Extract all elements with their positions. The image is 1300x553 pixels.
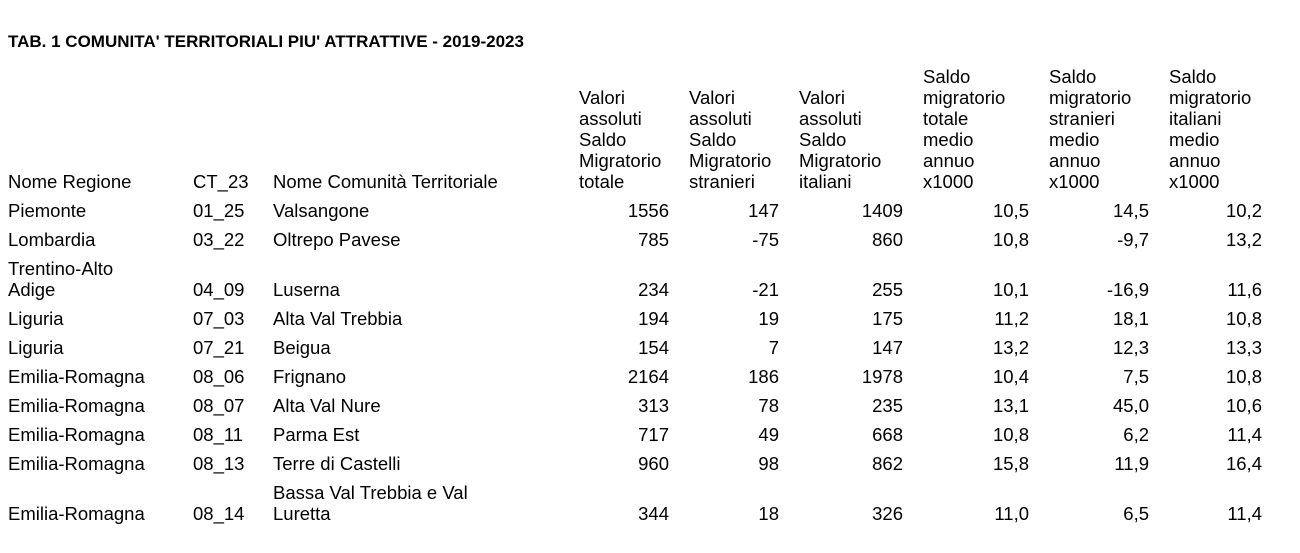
table-cell: -16,9 [1106,279,1149,300]
table-cell: 326 [872,503,903,524]
table-cell: 14,5 [1112,200,1149,221]
table-cell: 862 [872,453,903,474]
table-cell: 175 [872,308,903,329]
table-cell: 10,2 [1225,200,1262,221]
table-row [0,360,1300,389]
table-cell: 13,2 [1225,229,1262,250]
table-row [0,447,1300,476]
table-cell: Oltrepo Pavese [273,229,401,250]
table-cell: 08_14 [193,503,245,524]
table-cell: 194 [638,308,669,329]
table-cell: 234 [638,279,669,300]
table-cell: Lombardia [8,229,96,250]
table-row [0,252,1300,302]
table-cell: Alta Val Nure [273,395,381,416]
table-cell: 1978 [861,366,903,387]
table-cell: 11,0 [994,503,1029,524]
table-cell: 10,8 [992,229,1029,250]
table-cell: 18,1 [1112,308,1149,329]
table-title: TAB. 1 COMUNITA' TERRITORIALI PIU' ATTRATTIVE - 2019-2023 [8,32,524,51]
table-cell: 11,9 [1114,453,1149,474]
table-cell: Luserna [273,279,340,300]
table-cell: 313 [638,395,669,416]
table-cell: 12,3 [1112,337,1149,358]
table-cell: 98 [758,453,779,474]
table-cell: 08_07 [193,395,245,416]
table-cell: 186 [748,366,779,387]
table-cell: 19 [758,308,779,329]
table-cell: 78 [758,395,779,416]
table-cell: Frignano [273,366,347,387]
table-cell: 13,1 [992,395,1029,416]
table-cell: 7 [768,337,779,358]
table-cell: 11,4 [1227,424,1262,445]
table-cell: 08_11 [193,424,244,445]
table-row [0,389,1300,418]
table-cell: Emilia-Romagna [8,395,145,416]
column-header: CT_23 [193,171,249,192]
column-header: Nome Comunità Territoriale [273,171,498,192]
table-row [0,223,1300,252]
table-cell: Alta Val Trebbia [273,308,403,329]
table-cell: 11,6 [1227,279,1262,300]
table-cell: 10,1 [992,279,1029,300]
table-cell: 255 [872,279,903,300]
table-cell: 07_21 [193,337,245,358]
table-cell: 13,2 [992,337,1029,358]
table-cell: Bassa Val Trebbia e Val Luretta [273,482,468,524]
table-cell: Emilia-Romagna [8,453,145,474]
table-cell: 668 [872,424,903,445]
column-header: Valori assoluti Saldo Migratorio stranieri [689,87,772,192]
table-cell: 960 [638,453,669,474]
table-cell: Emilia-Romagna [8,424,145,445]
table-cell: Beigua [273,337,331,358]
table-body [0,194,1300,526]
table-cell: Terre di Castelli [273,453,401,474]
column-header: Saldo migratorio italiani medio annuo x1000 [1169,66,1252,192]
table-cell: 18 [758,503,779,524]
table-cell: 10,8 [1225,366,1262,387]
table-cell: Liguria [8,308,64,329]
table-cell: Emilia-Romagna [8,503,145,524]
table-row [0,331,1300,360]
table-cell: 45,0 [1112,395,1149,416]
table-cell: 03_22 [193,229,245,250]
table-cell: 07_03 [193,308,245,329]
table-cell: 08_06 [193,366,245,387]
table-cell: 154 [638,337,669,358]
table-cell: Emilia-Romagna [8,366,145,387]
table-cell: 10,4 [992,366,1029,387]
table-cell: 16,4 [1225,453,1262,474]
table-cell: 860 [872,229,903,250]
table-cell: Parma Est [273,424,360,445]
table-row [0,194,1300,223]
table-cell: -75 [752,229,779,250]
table-cell: 2164 [627,366,669,387]
table-cell: 717 [638,424,669,445]
table-cell: 10,8 [992,424,1029,445]
table-cell: 01_25 [193,200,245,221]
table-cell: 10,6 [1225,395,1262,416]
table-cell: 6,5 [1123,503,1149,524]
table-row [0,476,1300,526]
table-cell: 1409 [861,200,903,221]
column-header: Saldo migratorio totale medio annuo x1000 [923,66,1006,192]
header-row [0,66,1300,194]
table-cell: 785 [638,229,669,250]
table-cell: Piemonte [8,200,87,221]
table-row [0,302,1300,331]
table-cell: 1556 [627,200,669,221]
table-cell: 344 [638,503,669,524]
table-cell: 08_13 [193,453,245,474]
table-cell: Trentino-Alto Adige [8,258,114,300]
table-row [0,418,1300,447]
table-cell: 13,3 [1225,337,1262,358]
table-cell: 6,2 [1123,424,1149,445]
table-cell: 10,5 [992,200,1029,221]
table-cell: Liguria [8,337,64,358]
table-cell: -21 [752,279,779,300]
table-cell: 11,4 [1227,503,1262,524]
table-cell: 7,5 [1123,366,1149,387]
table-cell: 235 [872,395,903,416]
column-header: Saldo migratorio stranieri medio annuo x1000 [1049,66,1132,192]
column-header: Nome Regione [8,171,132,192]
table-cell: Valsangone [273,200,370,221]
column-header: Valori assoluti Saldo Migratorio italiani [799,87,882,192]
table-cell: 49 [758,424,779,445]
column-header: Valori assoluti Saldo Migratorio totale [579,87,662,192]
table-cell: 11,2 [994,308,1029,329]
table-cell: 15,8 [992,453,1029,474]
table-cell: 04_09 [193,279,245,300]
table-cell: -9,7 [1117,229,1149,250]
table-cell: 10,8 [1225,308,1262,329]
table-cell: 147 [872,337,903,358]
attractive-communities-table [0,66,1300,526]
table-cell: 147 [748,200,779,221]
